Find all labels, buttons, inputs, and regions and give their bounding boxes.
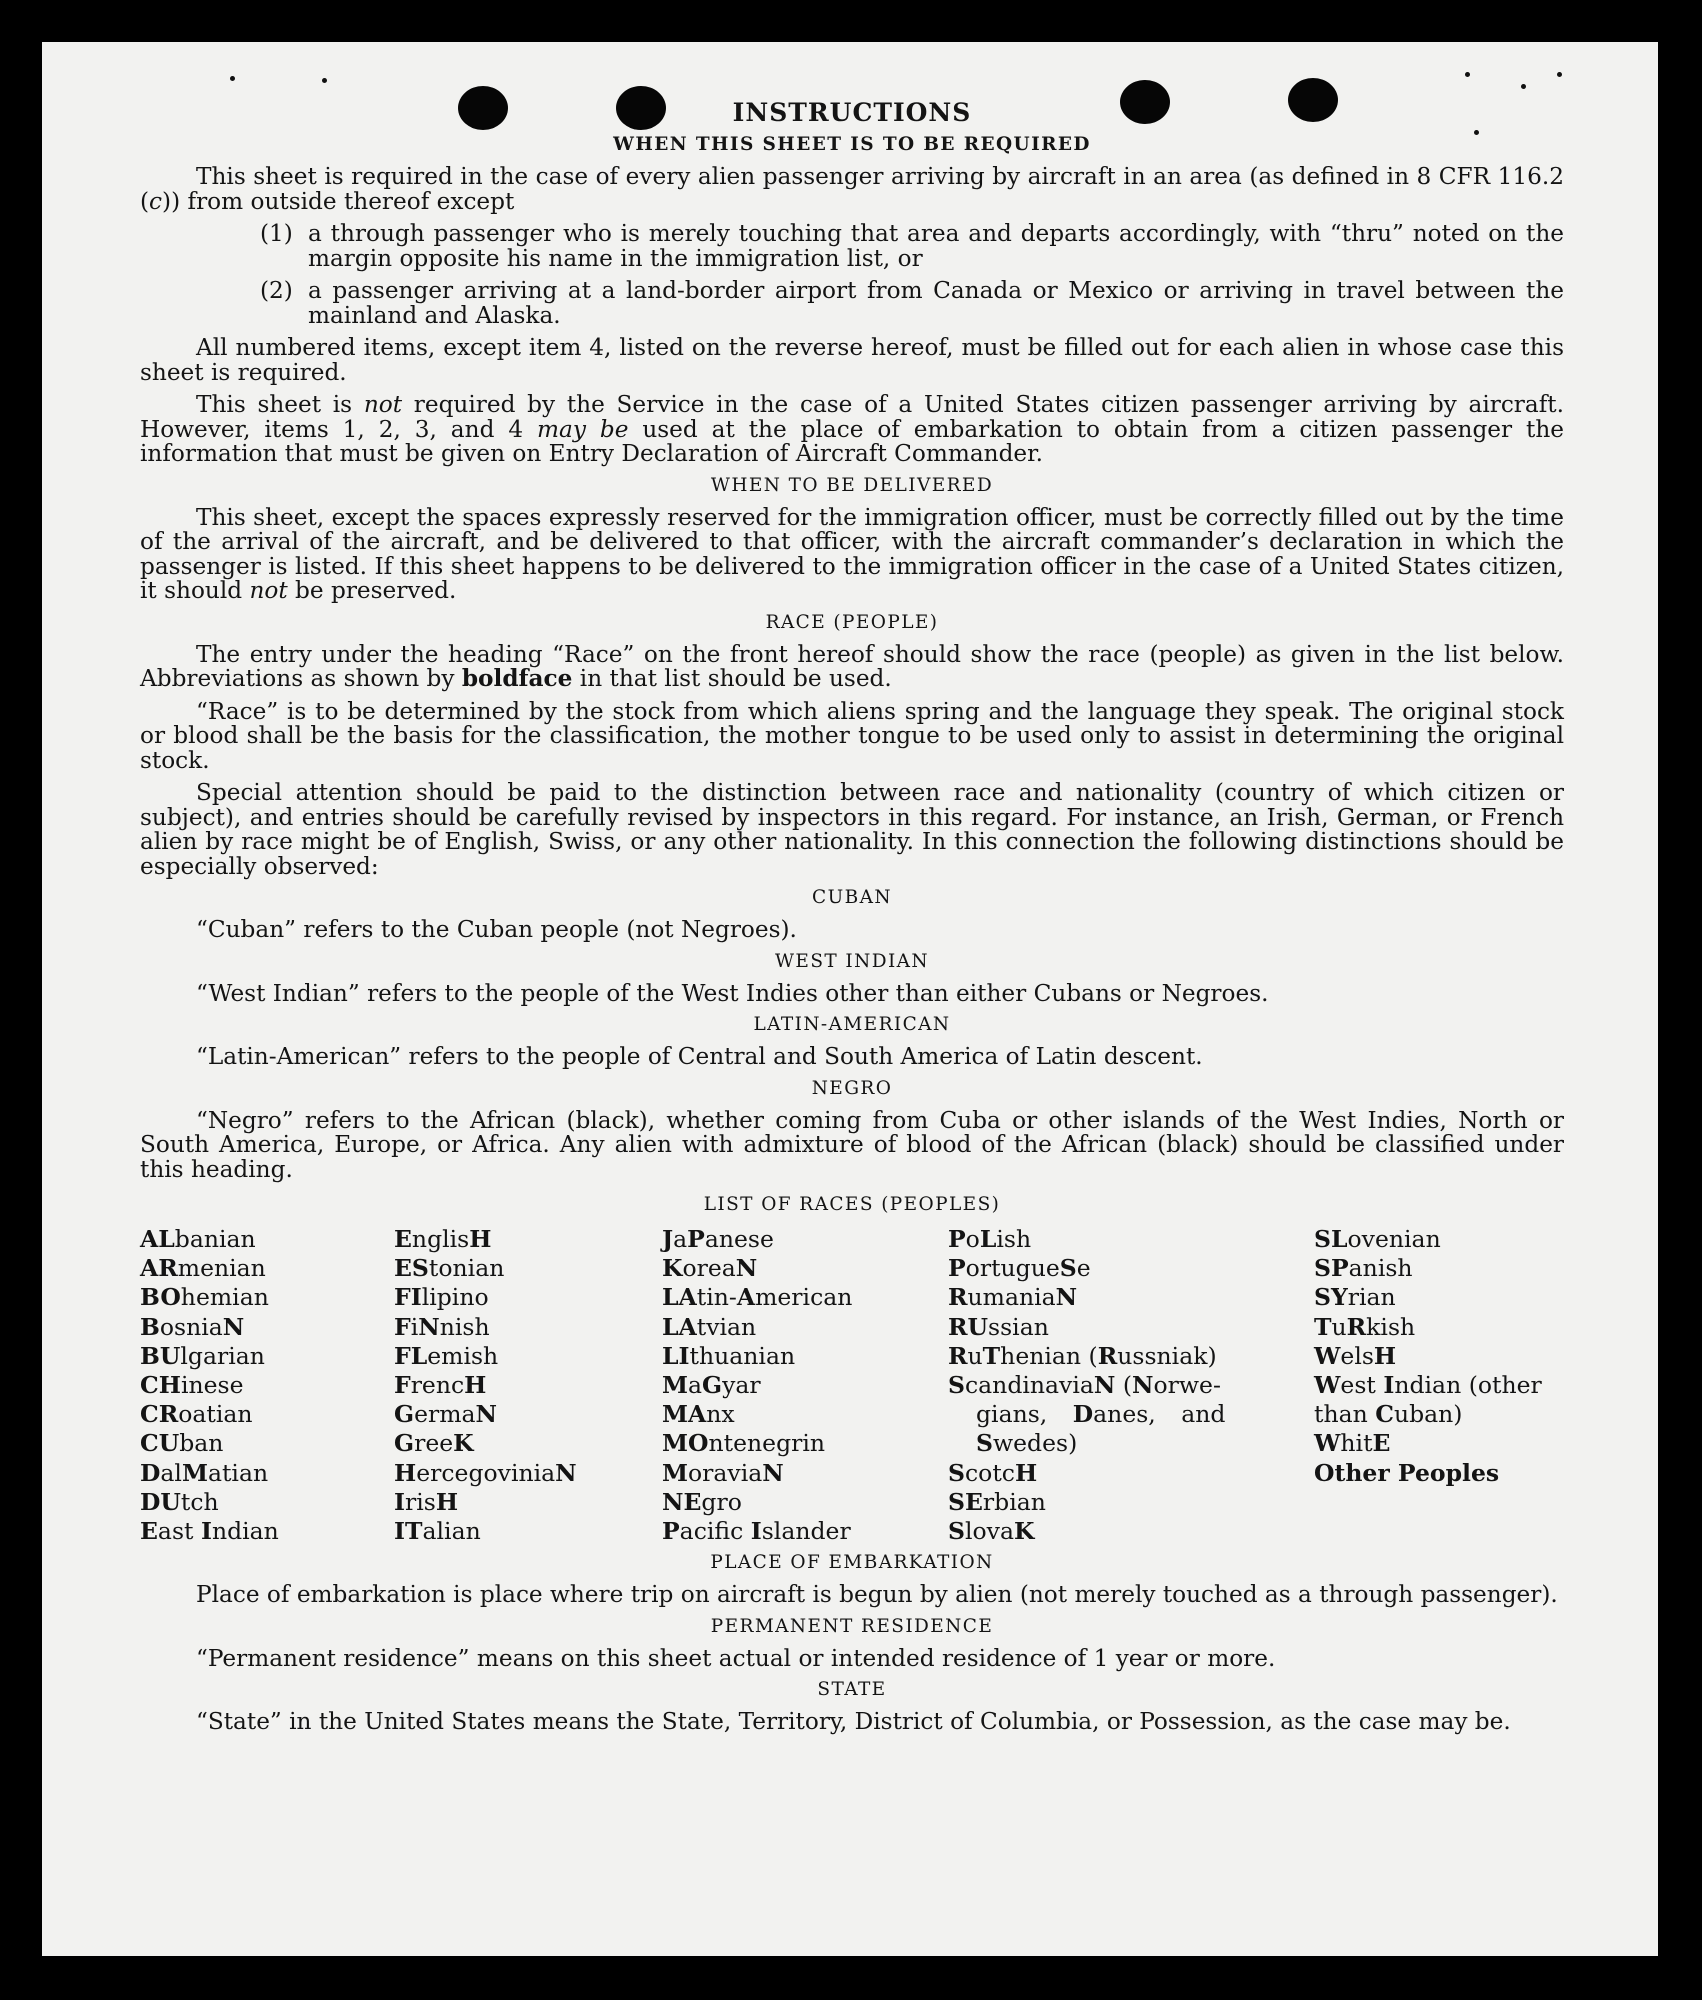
paragraph-negro: “Negro” refers to the African (black), whether coming from Cuba or other islands of the West Indies, North or South America, Europe, or Africa. Any alien with admixture of blood of the African (black) should be classified under this heading.: [140, 1106, 1564, 1183]
race-column-2: [394, 1225, 662, 1546]
instructions-text: [140, 98, 1564, 1743]
heading-embarkation: PLACE OF EMBARKATION: [710, 1552, 994, 1574]
race-entry: FLemish: [394, 1341, 499, 1370]
paragraph-embarkation: Place of embarkation is place where trip on aircraft is begun by alien (not merely touched as a through passenger).: [196, 1581, 1558, 1609]
race-entry: SPanish: [1314, 1254, 1413, 1283]
race-entry: ScandinaviaN (Norwe-: [948, 1371, 1221, 1400]
paragraph-cuban: “Cuban” refers to the Cuban people (not Negroes).: [196, 916, 797, 943]
paragraph-race-entry: The entry under the heading “Race” on the front hereof should show the race (people) as given in the list below. Abbreviations as shown by boldface in that list should be used.: [140, 640, 1564, 692]
paragraph-latin-american: “Latin-American” refers to the people of Central and South America of Latin descent.: [196, 1043, 1203, 1070]
speck: [1557, 72, 1562, 77]
paragraph-citizen: This sheet is not required by the Service in the case of a United States citizen passenger arriving by aircraft. However, items 1, 2, 3, and 4 may be used at the place of embarkation to obtain from a citizen passenger the information that must be given on Entry Declaration of Aircraft Commander.: [140, 391, 1564, 467]
race-entry: Pacifc Islander: [662, 1517, 851, 1546]
race-entry: SYrian: [1314, 1283, 1396, 1312]
paragraph-race-stock: “Race” is to be determined by the stock from which aliens spring and the language they speak. The original stock or blood shall be the basis for the classification, the mother tongue to be used only to assist in determining the original stock.: [140, 697, 1564, 774]
race-column-3: [662, 1225, 948, 1546]
exception-item: (2) a passenger arriving at a land-border airport from Canada or Mexico or arriving in travel between the mainland and Alaska.: [260, 277, 1564, 329]
speck: [322, 78, 327, 83]
race-entry: MOntenegrin: [662, 1429, 826, 1458]
speck: [1521, 84, 1526, 89]
paragraph-permanent-residence: “Permanent residence” means on this sheet actual or intended residence of 1 year or more.: [196, 1644, 1276, 1672]
exception-item: (1) a through passenger who is merely touching that area and departs accordingly, with “thru” noted on the margin opposite his name in the immigration list, or: [260, 220, 1564, 272]
race-entry: WhitE: [1314, 1429, 1391, 1458]
race-entry-continued: Swedes): [976, 1429, 1078, 1458]
race-entry: JaPanese: [662, 1225, 774, 1253]
race-entry: CUban: [140, 1429, 224, 1458]
heading-cuban: CUBAN: [812, 887, 892, 908]
race-entry: SLovenian: [1314, 1225, 1441, 1253]
race-entry: RumaniaN: [948, 1283, 1078, 1312]
race-entry: ARmenian: [140, 1254, 266, 1283]
race-entry: LAtvian: [662, 1312, 757, 1341]
heading-west-indian: WEST INDIAN: [775, 950, 929, 972]
race-entry: PortugueSe: [948, 1254, 1091, 1283]
paragraph-state: “State” in the United States means the State, Territory, District of Columbia, or Possession, as the case may be.: [196, 1708, 1511, 1736]
race-entry: CHinese: [140, 1371, 244, 1400]
race-entry: Other Peoples: [1314, 1458, 1500, 1487]
heading-state: STATE: [817, 1679, 887, 1701]
race-entry: SlovaK: [948, 1517, 1035, 1546]
heading-latin-american: LATIN-AMERICAN: [753, 1014, 951, 1035]
race-entry: IrisH: [394, 1487, 459, 1516]
race-entry: MAnx: [662, 1400, 735, 1429]
race-entry-continued: than Cuban): [1314, 1400, 1463, 1429]
race-entry: WelsH: [1314, 1341, 1397, 1370]
paragraph-delivered: This sheet, except the spaces expressly reserved for the immigration officer, must be correctly filled out by the time of the arrival of the aircraft, and be delivered to that officer, with the aircraft commander’s declaration in which the passenger is listed. If this sheet happens to be delivered to the immigration officer in the case of a United States citizen, it should not be preserved.: [140, 503, 1564, 604]
race-entry: DalMatian: [140, 1458, 269, 1487]
race-entry: RUssian: [948, 1312, 1049, 1341]
race-entry: ScotcH: [948, 1458, 1038, 1487]
paragraph-numbered-items: All numbered items, except item 4, listed on the reverse hereof, must be filled out for each alien in whose case this sheet is required.: [140, 334, 1564, 386]
document-page: [42, 42, 1658, 1956]
race-entry-continued: gians, Danes, and: [976, 1400, 1226, 1429]
race-entry: SErbian: [948, 1487, 1046, 1516]
race-entry: LIthuanian: [662, 1341, 796, 1370]
race-entry: West Indian (other: [1314, 1371, 1542, 1400]
race-entry: MoraviaN: [662, 1458, 784, 1487]
race-entry: CRoatian: [140, 1400, 253, 1429]
race-entry: ITalian: [394, 1517, 481, 1546]
race-column-4: [948, 1225, 1314, 1546]
race-entry: DUtch: [140, 1487, 219, 1516]
race-entry: EnglisH: [394, 1225, 492, 1253]
race-entry: GermaN: [394, 1400, 498, 1429]
heading-list-of-races: LIST OF RACES (PEOPLES): [703, 1194, 1001, 1215]
heading-race: RACE (PEOPLE): [765, 611, 939, 633]
heading-delivered: WHEN TO BE DELIVERED: [710, 474, 994, 496]
paragraph-race-nationality: Special attention should be paid to the distinction between race and nationality (country of which citizen or subject), and entries should be carefully revised by inspectors in this regard. For instance, an Irish, German, or French alien by race might be of English, Swiss, or any other nationality. In this connection the following distinctions should be especially observed:: [140, 779, 1564, 880]
race-entry: LAtin-American: [662, 1283, 853, 1312]
race-entry: BOhemian: [140, 1283, 269, 1312]
race-entry: East Indian: [140, 1517, 279, 1546]
paragraph-required: This sheet is required in the case of every alien passenger arriving by aircraft in an area (as defined in 8 CFR 116.2 (c)) from outside thereof except: [140, 163, 1564, 215]
paragraph-west-indian: “West Indian” refers to the people of the West Indies other than either Cubans or Negroes.: [196, 979, 1269, 1007]
race-entry: KoreaN: [662, 1254, 758, 1283]
race-entry: GreeK: [394, 1429, 474, 1458]
speck: [230, 76, 235, 81]
race-entry: TuRkish: [1314, 1312, 1416, 1341]
race-column-1: [140, 1225, 394, 1546]
race-entry: FrencH: [394, 1371, 487, 1400]
race-entry: BUlgarian: [140, 1341, 265, 1370]
race-entry: ALbanian: [140, 1225, 256, 1253]
race-entry: RuThenian (Russniak): [948, 1341, 1217, 1370]
race-entry: MaGyar: [662, 1371, 761, 1400]
race-entry: BosniaN: [140, 1312, 245, 1341]
race-entry: FiNnish: [394, 1312, 490, 1341]
race-entry: HercegoviniaN: [394, 1458, 577, 1487]
heading-negro: NEGRO: [811, 1077, 893, 1099]
page-title: INSTRUCTIONS: [732, 98, 972, 127]
race-entry: NEgro: [662, 1487, 742, 1516]
race-entry: PoLish: [948, 1225, 1032, 1253]
heading-permanent-residence: PERMANENT RESIDENCE: [710, 1615, 994, 1637]
heading-required: WHEN THIS SHEET IS TO BE REQUIRED: [613, 134, 1091, 155]
race-column-5: [1314, 1225, 1564, 1546]
race-entry: FIlipino: [394, 1283, 489, 1312]
race-entry: EStonian: [394, 1254, 505, 1283]
race-list: [140, 1225, 1564, 1546]
speck: [1465, 72, 1470, 77]
